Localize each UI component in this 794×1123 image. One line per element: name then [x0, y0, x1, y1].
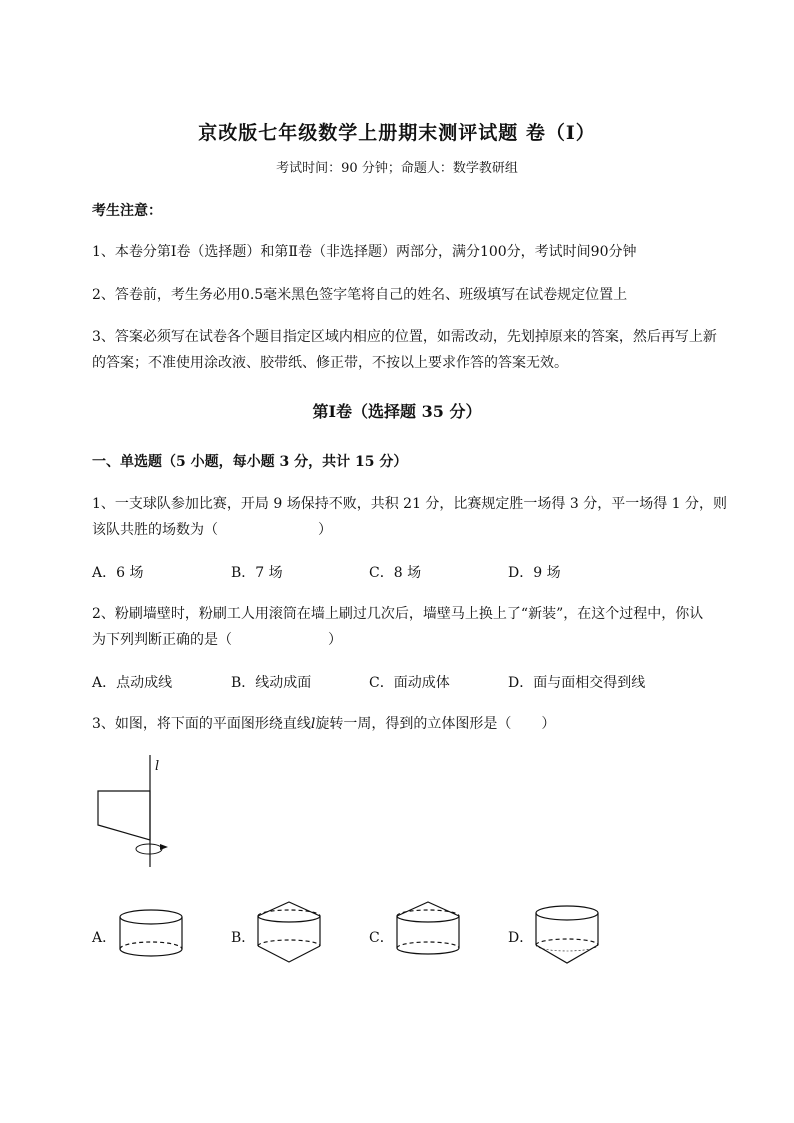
- question-1-option-d: D．9 场: [508, 565, 561, 581]
- section-sub-heading: 一、单选题（5 小题，每小题 3 分，共计 15 分）: [92, 454, 408, 470]
- question-3-stem: 3、如图，将下面的平面图形绕直线: [92, 716, 311, 732]
- question-1-option-a: A．6 场: [92, 565, 144, 581]
- question-2-option-a: A．点动成线: [92, 675, 173, 691]
- question-1-paren: ）: [318, 522, 332, 538]
- question-2-paren: ）: [328, 632, 342, 648]
- exam-subtitle: 考试时间：90 分钟；命题人：数学教研组: [276, 161, 518, 176]
- question-2-option-b: B．线动成面: [231, 675, 312, 691]
- question-3-option-b: B．: [231, 930, 256, 946]
- section-title: 第Ⅰ卷（选择题 35 分）: [312, 402, 482, 421]
- question-3-option-d: D．: [508, 930, 534, 946]
- cylinder-with-top-cone-figure-c: [395, 898, 461, 960]
- cylinder-figure-a: [118, 905, 184, 961]
- question-1-option-b: B．7 场: [231, 565, 283, 581]
- figure-label-l: l: [155, 759, 160, 774]
- arrowhead-icon: [160, 844, 168, 850]
- question-2-line-1: 2、粉刷墙壁时，粉刷工人用滚筒在墙上刷过几次后，墙壁马上换上了“新装”，在这个过程中，你认: [92, 606, 704, 622]
- question-1-line-2: [92, 519, 332, 539]
- exam-title: 京改版七年级数学上册期末测评试题 卷（Ⅰ）: [198, 122, 596, 144]
- question-3-paren: ）: [541, 716, 556, 732]
- question-2-option-d: D．面与面相交得到线: [508, 675, 646, 691]
- trapezoid-shape: [98, 791, 150, 840]
- rotation-arrow-icon: [136, 844, 162, 854]
- question-1-stem: 该队共胜的场数为（: [92, 522, 218, 538]
- question-2-stem: 为下列判断正确的是（: [92, 632, 232, 648]
- notice-item-2: 2、答卷前，考生务必用0.5毫米黑色签字笔将自己的姓名、班级填写在试卷规定位置上: [92, 287, 628, 303]
- question-3-stem-cont: 旋转一周，得到的立体图形是（: [315, 716, 512, 732]
- question-2-line-2: [92, 629, 342, 649]
- notice-item-1: 1、本卷分第Ⅰ卷（选择题）和第Ⅱ卷（非选择题）两部分，满分100分，考试时间90分钟: [92, 244, 637, 260]
- rotation-figure: [90, 755, 190, 870]
- question-1-option-c: C．8 场: [369, 565, 422, 581]
- question-2-option-c: C．面动成体: [369, 675, 450, 691]
- notice-heading: 考生注意：: [92, 203, 162, 219]
- line-l-label: l: [310, 716, 316, 732]
- question-3-option-a: A．: [92, 930, 117, 946]
- cylinder-with-bottom-cone-figure-d: [534, 903, 600, 969]
- question-1-line-1: 1、一支球队参加比赛，开局 9 场保持不败，共积 21 分，比赛规定胜一场得 3 分，平一场得 1 分，则: [92, 496, 728, 512]
- notice-item-3: 3、答案必须写在试卷各个题目指定区域内相应的位置，如需改动，先划掉原来的答案，然后再写上新: [92, 329, 717, 345]
- question-3-line-1: [92, 713, 555, 733]
- notice-item-3-cont: 的答案；不准使用涂改液、胶带纸、修正带，不按以上要求作答的答案无效。: [92, 355, 568, 371]
- question-3-option-c: C．: [369, 930, 394, 946]
- cylinder-with-two-cones-figure-b: [256, 898, 322, 968]
